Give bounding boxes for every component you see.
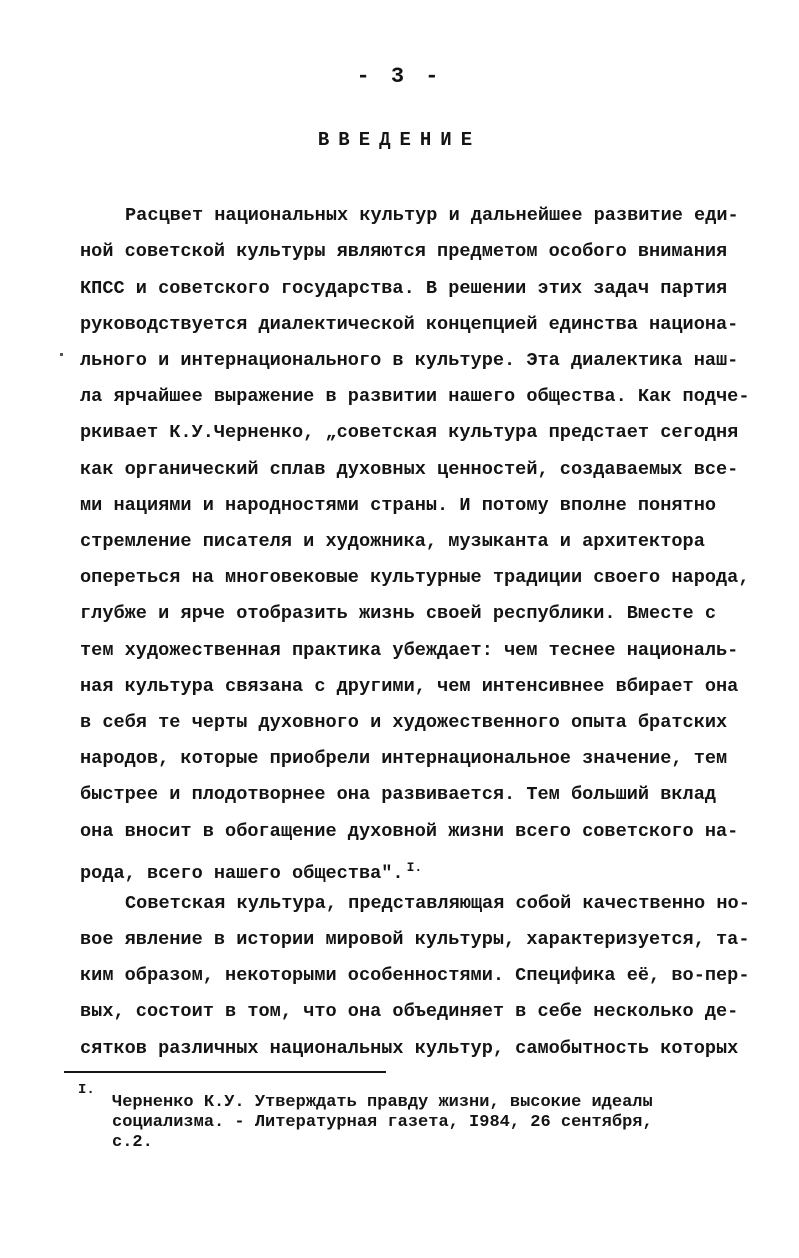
paragraph1-line: тем художественная практика убеждает: чем теснее националь- (80, 640, 739, 661)
paragraph2-line: вое явление в истории мировой культуры, характеризуется, та- (80, 929, 750, 950)
paragraph1-line: льного и интернационального в культуре. Эта диалектика наш- (80, 350, 739, 371)
paragraph1-last-line (80, 856, 423, 886)
paragraph2-line: вых, состоит в том, что она объединяет в себе несколько де- (80, 1001, 739, 1022)
paragraph1-line: в себя те черты духовного и художественного опыта братских (80, 712, 728, 733)
footnote-reference: I. (406, 860, 423, 875)
footnote-line: с.2. (112, 1133, 153, 1152)
paragraph1-line: Расцвет национальных культур и дальнейшее развитие еди- (125, 205, 739, 226)
paragraph1-line: ла ярчайшее выражение в развитии нашего общества. Как подче- (80, 386, 750, 407)
paragraph2-line: сятков различных национальных культур, самобытность которых (80, 1038, 739, 1059)
paragraph1-line: руководствуется диалектической концепцией единства национа- (80, 314, 739, 335)
paragraph1-line: как органический сплав духовных ценностей, создаваемых все- (80, 459, 739, 480)
footnote-line: социализма. - Литературная газета, I984, 26 сентября, (112, 1113, 653, 1132)
paragraph1-line: быстрее и плодотворнее она развивается. Тем больший вклад (80, 784, 717, 805)
footnote-line: Черненко К.У. Утверждать правду жизни, высокие идеалы (112, 1093, 653, 1112)
paragraph1-line: ной советской культуры являются предметом особого внимания (80, 241, 728, 262)
paragraph1-line: ми нациями и народностями страны. И потому вполне понятно (80, 495, 717, 516)
paragraph1-line: опереться на многовековые культурные традиции своего народа, (80, 567, 750, 588)
paragraph1-line: глубже и ярче отобразить жизнь своей республики. Вместе с (80, 603, 717, 624)
paragraph1-line: ркивает К.У.Черненко, „советская культура предстает сегодня (80, 422, 739, 443)
scan-speck (60, 353, 63, 356)
paragraph1-line: народов, которые приобрели интернациональное значение, тем (80, 748, 728, 769)
paragraph2-line: ким образом, некоторыми особенностями. Специфика её, во-пер- (80, 965, 750, 986)
paragraph1-line: КПСС и советского государства. В решении этих задач партия (80, 278, 728, 299)
paragraph1-line: она вносит в обогащение духовной жизни всего советского на- (80, 821, 739, 842)
paragraph1-line: ная культура связана с другими, чем интенсивнее вбирает она (80, 676, 739, 697)
paragraph1-text: рода, всего нашего общества". (80, 863, 404, 884)
paragraph1-line: стремление писателя и художника, музыканта и архитектора (80, 531, 705, 552)
page-number: - 3 - (356, 64, 443, 89)
section-heading: ВВЕДЕНИЕ (317, 129, 482, 151)
paragraph2-line: Советская культура, представляющая собой качественно но- (125, 893, 750, 914)
footnote-separator (64, 1071, 386, 1073)
footnote-marker: I. (78, 1082, 95, 1098)
